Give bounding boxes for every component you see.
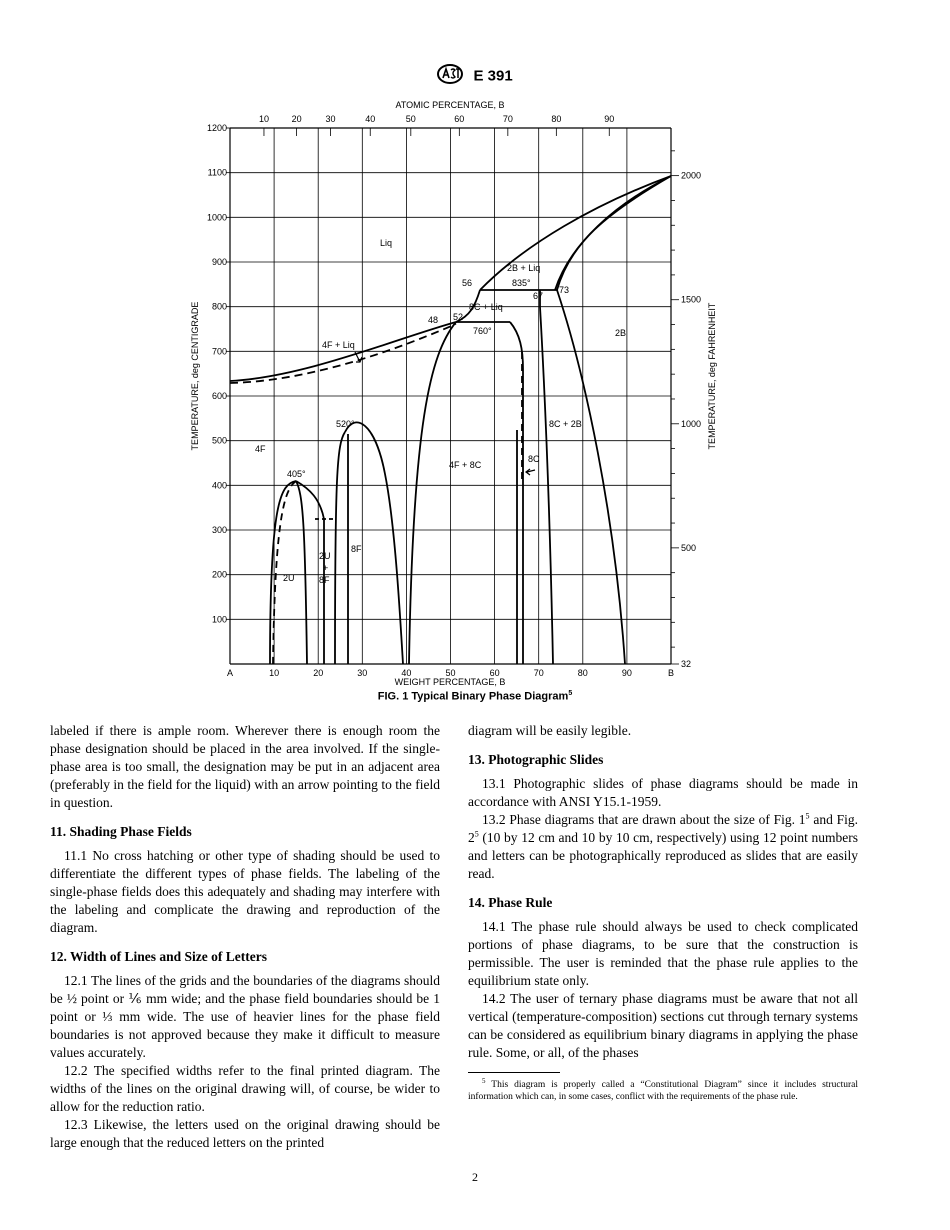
footnote-divider bbox=[468, 1072, 560, 1073]
bottom-tick-label: 20 bbox=[313, 668, 324, 678]
top-tick-label: 70 bbox=[502, 114, 513, 124]
top-tick-label: 80 bbox=[551, 114, 562, 124]
left-tick-label: 1100 bbox=[207, 167, 227, 178]
label-835: 835° bbox=[512, 278, 531, 288]
left-tick-label: 1200 bbox=[206, 123, 227, 133]
bottom-axis-label: WEIGHT PERCENTAGE, B bbox=[394, 677, 506, 687]
section-heading-12: 12. Width of Lines and Size of Letters bbox=[50, 949, 268, 964]
paragraph-12-1: 12.1 The lines of the grids and the boundaries of the diagrams should be ½ point or ⅙ mm wide; and the phase field boundaries should be 1 point or ⅓ mm wide. The use of heavier lines for the phase field boundaries is not approved because they make it difficult to measure values accurately. bbox=[50, 973, 440, 1060]
top-tick-label: 40 bbox=[365, 114, 376, 124]
right-axis-label: TEMPERATURE, deg FAHRENHEIT bbox=[707, 302, 717, 450]
label-4f: 4F bbox=[255, 444, 266, 454]
label-2u-plus-8f-c: 8F bbox=[319, 575, 330, 585]
left-tick-label: 900 bbox=[211, 257, 227, 267]
footnote: $^5$ This diagram is properly called a “Constitutional Diagram” since it includes structural information which can, in some cases, conflict with the requirements of the phase rule. bbox=[468, 1076, 858, 1102]
right-tick-label: 2000 bbox=[681, 170, 702, 181]
dome-2u-boundary bbox=[296, 481, 307, 664]
left-tick-label: 300 bbox=[211, 525, 227, 535]
label-4f-liq: 4F + Liq bbox=[322, 340, 355, 350]
bottom-tick-label: 80 bbox=[577, 668, 588, 678]
label-8c-2b: 8C + 2B bbox=[549, 419, 582, 429]
phase-4f-solvus bbox=[409, 322, 456, 664]
left-tick-label: 200 bbox=[211, 569, 227, 580]
left-tick-label: 400 bbox=[211, 480, 227, 491]
paragraph-12-3: 12.3 Likewise, the letters used on the original drawing should be large enough that the reduced letters on the printed bbox=[50, 1117, 440, 1150]
bottom-tick-label: A bbox=[226, 668, 234, 678]
bottom-tick-label: 10 bbox=[269, 668, 280, 678]
label-2u-plus-8f-b: + bbox=[323, 563, 329, 573]
top-axis-label: ATOMIC PERCENTAGE, B bbox=[395, 100, 505, 110]
right-column bbox=[468, 722, 858, 1103]
paragraph: diagram will be easily legible. bbox=[468, 723, 632, 738]
arrow-8c bbox=[526, 469, 535, 475]
label-2u: 2U bbox=[283, 573, 295, 583]
top-tick-label: 50 bbox=[405, 114, 416, 124]
label-405: 405° bbox=[287, 469, 306, 479]
top-tick-label: 30 bbox=[325, 114, 336, 124]
dome-520-inner bbox=[335, 432, 345, 664]
left-tick-label: 600 bbox=[211, 391, 227, 401]
standard-designation: E 391 bbox=[473, 67, 513, 85]
bottom-tick-label: 30 bbox=[357, 668, 368, 678]
bottom-tick-label: 70 bbox=[533, 668, 544, 678]
label-52: 52 bbox=[453, 312, 464, 322]
bottom-tick-label: 40 bbox=[401, 668, 412, 678]
astm-logo bbox=[437, 64, 463, 88]
left-tick-label: 500 bbox=[211, 435, 227, 446]
label-liq: Liq bbox=[380, 238, 393, 248]
diagram-grid bbox=[226, 128, 679, 664]
label-67: 67 bbox=[533, 291, 544, 301]
left-tick-label: 1000 bbox=[206, 212, 227, 223]
bottom-tick-label: 60 bbox=[489, 668, 500, 678]
label-760: 760° bbox=[473, 326, 492, 336]
label-56: 56 bbox=[462, 278, 473, 288]
paragraph-11-1: 11.1 No cross hatching or other type of shading should be used to differentiate the different types of phase fields. The labeling of the single-phase fields does this adequately and shading may interfere with the labeling and complicate the drawing and reproduction of the diagram. bbox=[50, 848, 440, 935]
label-8c: 8C bbox=[528, 454, 540, 464]
label-8f: 8F bbox=[351, 544, 362, 554]
bottom-tick-label: 50 bbox=[445, 668, 456, 678]
paragraph-14-2: 14.2 The user of ternary phase diagrams must be aware that not all vertical (temperature-composition) sections cut through ternary systems can be considered as equilibrium binary diagrams in applying the phase rule. Some, or all, of the phases bbox=[468, 991, 858, 1060]
paragraph-13-2: 13.2 Phase diagrams that are drawn about the size of Fig. $1^5$ and Fig. $2^5$ (10 by 12 cm and 10 by 10 cm, respectively) using 12 point numbers and letters can be photographically reproduced as slides that are easily read. bbox=[468, 811, 858, 881]
phase-diagram bbox=[185, 94, 745, 689]
left-column bbox=[50, 722, 440, 1152]
label-520: 520° bbox=[336, 419, 355, 429]
left-axis-label: TEMPERATURE, deg CENTIGRADE bbox=[190, 301, 200, 451]
top-tick-label: 60 bbox=[454, 114, 465, 124]
label-73: 73 bbox=[559, 285, 570, 295]
bottom-tick-label: B bbox=[667, 668, 675, 678]
label-4f-8c: 4F + 8C bbox=[449, 460, 482, 470]
label-48: 48 bbox=[428, 315, 439, 325]
label-2b-liq: 2B + Liq bbox=[507, 263, 541, 273]
page-number: 2 bbox=[472, 1170, 478, 1184]
top-tick-label: 10 bbox=[258, 114, 269, 124]
top-tick-label: 90 bbox=[604, 114, 615, 124]
left-tick-label: 100 bbox=[211, 614, 227, 625]
right-tick-label: 32 bbox=[681, 659, 692, 669]
page-header bbox=[0, 64, 950, 88]
liquidus-curve-right bbox=[555, 176, 671, 290]
label-8c-liq: 8C + Liq bbox=[469, 302, 503, 312]
right-tick-label: 1500 bbox=[681, 294, 702, 305]
label-2u-plus-8f-a: 2U bbox=[319, 551, 331, 561]
section-heading-14: 14. Phase Rule bbox=[468, 895, 553, 910]
label-2b: 2B bbox=[615, 328, 627, 338]
top-tick-label: 20 bbox=[291, 114, 302, 124]
bottom-tick-label: 90 bbox=[621, 668, 632, 678]
right-tick-label: 1000 bbox=[681, 418, 702, 429]
left-tick-label: 800 bbox=[211, 301, 227, 312]
figure-caption: FIG. 1 Typical Binary Phase Diagram$^5$ bbox=[377, 690, 573, 703]
paragraph-14-1: 14.1 The phase rule should always be used to check complicated portions of phase diagrams, to be sure that the construction is permissible. The user is reminded that the phase rule applies to the equilibrium state only. bbox=[468, 919, 858, 988]
right-tick-label: 500 bbox=[681, 542, 697, 553]
section-heading-13: 13. Photographic Slides bbox=[468, 752, 604, 767]
paragraph-12-2: 12.2 The specified widths refer to the final printed diagram. The widths of the lines on the original drawing will, of course, be wider to allow for the reduction ratio. bbox=[50, 1063, 440, 1114]
paragraph: labeled if there is ample room. Wherever there is enough room the phase designation should be placed in the area involved. If the single-phase area is too small, the designation may be put in an adjacent area (preferably in the field for the liquid) with an arrow pointing to the field in question. bbox=[50, 723, 440, 810]
paragraph-13-1: 13.1 Photographic slides of phase diagrams should be made in accordance with ANSI Y15.1-1959. bbox=[468, 776, 858, 809]
left-tick-label: 700 bbox=[211, 346, 227, 357]
section-heading-11: 11. Shading Phase Fields bbox=[50, 824, 192, 839]
